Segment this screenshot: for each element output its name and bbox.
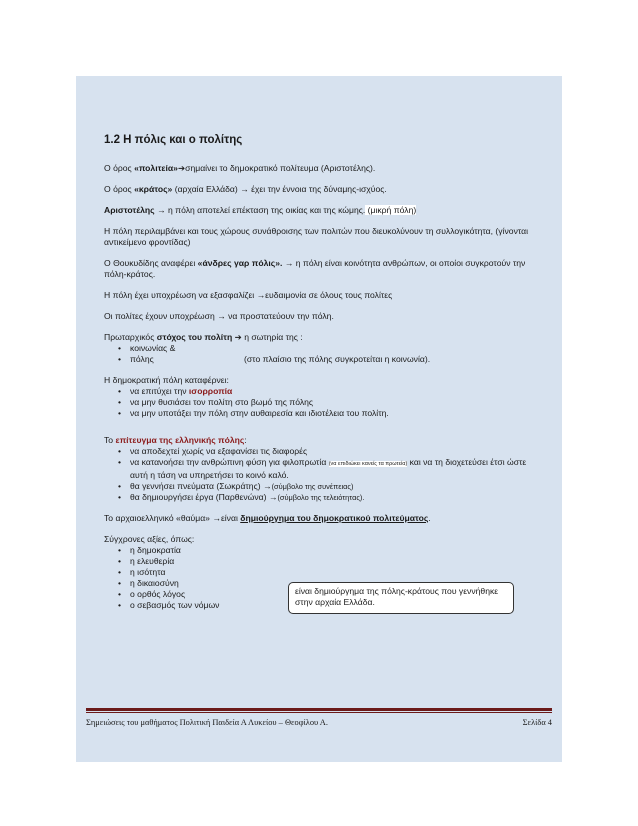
democratic-list [104, 386, 544, 419]
paragraph-politeia [104, 163, 544, 174]
text: Το [104, 435, 116, 445]
term-aristotle: Αριστοτέλης [104, 205, 155, 215]
text: ➔ η σωτηρία της : [232, 332, 303, 342]
note: (σύμβολο της συνέπειας) [271, 482, 354, 491]
goal-list [104, 343, 544, 365]
paragraph-city-spaces: Η πόλη περιλαμβάνει και τους χώρους συνάθροισης των πολιτών που διευκολύνουν τη συλλογικότητα, (γίνονται αντικείμενο φροντίδας) [104, 226, 529, 247]
list-item: • κοινωνίας & [118, 343, 544, 354]
list-item [118, 354, 544, 365]
callout-box: είναι δημιούργημα της πόλης-κράτους που γεννήθηκε στην αρχαία Ελλάδα. [288, 582, 514, 614]
quote-thucydides: «άνδρες γαρ πόλις». [197, 258, 283, 268]
paragraph-citizen-duty: Οι πολίτες έχουν υποχρέωση → να προστατεύουν την πόλη. [104, 311, 334, 321]
list-item: • να μην υποτάξει την πόλη στην αυθαιρεσία και ιδιοτέλεια του πολίτη. [118, 408, 544, 419]
paragraph-kratos [104, 184, 544, 195]
term-kratos: «κράτος» [134, 184, 173, 194]
paragraph-democratic-city: Η δημοκρατική πόλη καταφέρνει: [104, 375, 229, 385]
section-title: 1.2 Η πόλις και ο πολίτης [104, 134, 243, 146]
list-item [118, 457, 544, 481]
list-item [118, 492, 544, 503]
list-item: • να αποδεχτεί χωρίς να εξαφανίσει τις διαφορές [118, 446, 544, 457]
text: να επιτύχει την [130, 386, 189, 396]
text: Ο όρος [104, 163, 135, 173]
note: (σύμβολο της τελειότητας). [277, 493, 365, 502]
text: (στο πλαίσιο της πόλης συγκροτείται η κοινωνία). [244, 354, 431, 364]
paragraph-eudaimonia: Η πόλη έχει υποχρέωση να εξασφαλίζει →ευδαιμονία σε όλους τους πολίτες [104, 290, 393, 300]
text: ➔σημαίνει το δημοκρατικό πολίτευμα (Αριστοτέλης). [177, 163, 376, 173]
list-item: • η δικαιοσύνη [118, 578, 544, 589]
paragraph-aristotle [104, 205, 544, 216]
text: Το αρχαιοελληνικό «θαύμα» →είναι [104, 513, 241, 523]
list-item [118, 386, 544, 397]
list-item: • να μην θυσιάσει τον πολίτη στο βωμό της πόλης [118, 397, 544, 408]
achievement-list [104, 446, 544, 503]
text: (αρχαία Ελλάδα) → έχει την έννοια της δύναμης-ισχύος. [172, 184, 387, 194]
paragraph-citizen-goal [104, 332, 544, 343]
text: → η πόλη είναι κοινότητα ανθρώπων, οι οποίοι συγκροτούν την πόλη-κράτος. [104, 258, 526, 279]
document-page [76, 76, 562, 762]
paragraph-thucydides [104, 258, 544, 280]
page-content [104, 134, 544, 621]
highlight-note: (μικρή πόλη) [365, 205, 417, 215]
text: Ο Θουκυδίδης αναφέρει [104, 258, 198, 268]
text: . [428, 513, 431, 523]
list-item [118, 481, 544, 492]
term-achievement: επίτευγμα της ελληνικής πόλης [115, 435, 245, 445]
list-item: • η ισότητα [118, 567, 544, 578]
highlight-note: (να επιδιώκει κανείς τα πρωτεία) [328, 461, 408, 467]
list-item: • η δημοκρατία [118, 545, 544, 556]
list-item: • ο ορθός λόγος [118, 589, 544, 600]
term-citizen-goal: στόχος του πολίτη [156, 332, 233, 342]
page-number: Σελίδα 4 [522, 718, 552, 727]
text: και να τη διοχετεύσει έτσι ώστε αυτή η τάση να υπηρετήσει το κοινό καλό. [130, 457, 527, 480]
term-politeia: «πολιτεία» [134, 163, 178, 173]
text: Ο όρος [104, 184, 135, 194]
text: θα γεννήσει πνεύματα (Σωκράτης) → [130, 481, 272, 491]
text: θα δημιουργήσει έργα (Παρθενώνα) → [130, 492, 278, 502]
text: → η πόλη αποτελεί επέκταση της οικίας και της κώμης. [154, 205, 366, 215]
term-balance: ισορροπία [188, 386, 233, 396]
list-item: • η ελευθερία [118, 556, 544, 567]
text: Πρωταρχικός [104, 332, 157, 342]
text: να κατανοήσει την ανθρώπινη φύση για φιλοπρωτία [130, 457, 327, 467]
text: : [244, 435, 247, 445]
paragraph-modern-values: Σύγχρονες αξίες, όπως: [104, 534, 195, 544]
list-item: • ο σεβασμός των νόμων [118, 600, 544, 611]
term-democratic-creation: δημιούργημα του δημοκρατικού πολιτεύματος [240, 513, 429, 523]
footer-divider [86, 708, 552, 711]
paragraph-achievement [104, 435, 544, 446]
footer-title: Σημειώσεις του μαθήματος Πολιτική Παιδεία Α Λυκείου – Θεοφίλου Α. [86, 718, 328, 727]
paragraph-greek-miracle [104, 513, 544, 524]
text: πόλης [130, 354, 154, 364]
footer-divider-thin [86, 712, 552, 713]
